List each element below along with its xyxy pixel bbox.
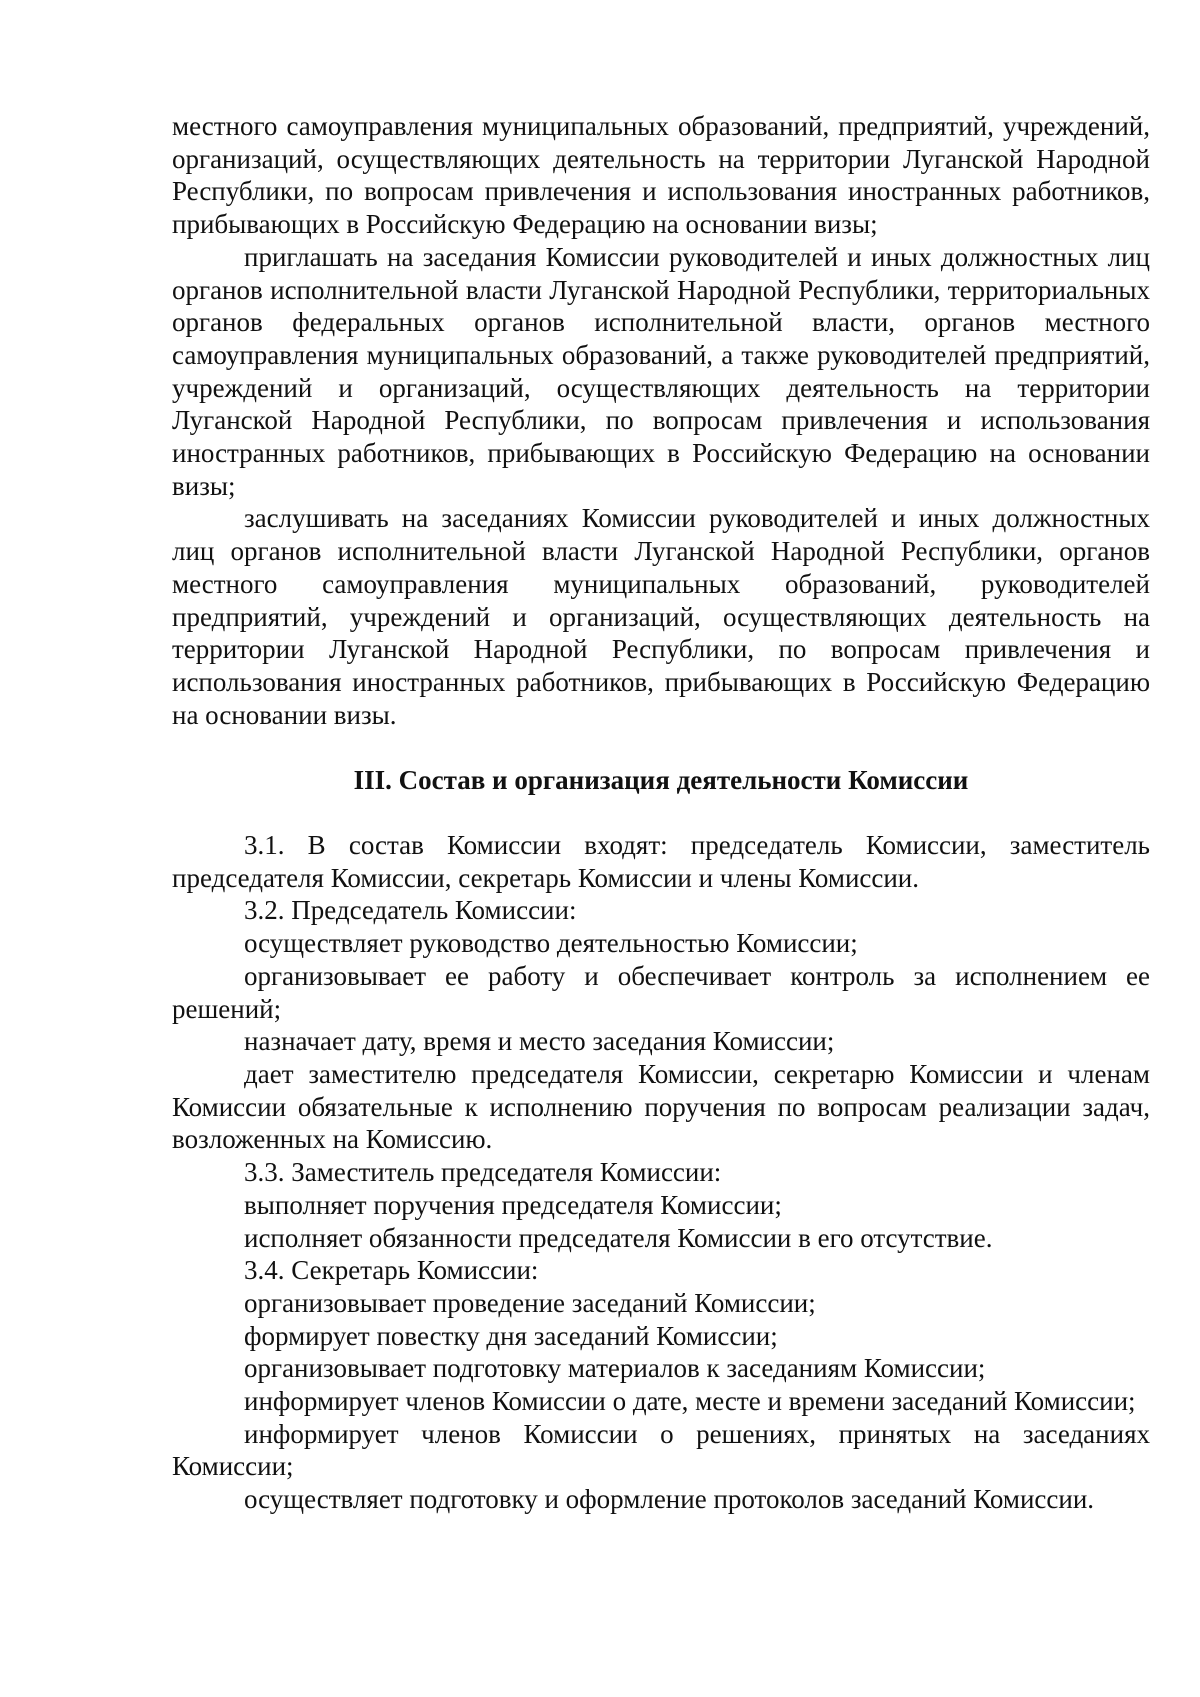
- document-body: [172, 110, 1150, 1516]
- list-item-secretary-4: информирует членов Комиссии о дате, месте и времени заседаний Комиссии;: [244, 1386, 1136, 1417]
- paragraph-hear-officials: заслушивать на заседаниях Комиссии руководителей и иных должностных лиц органов исполнительной власти Луганской Народной Республики, органов местного самоуправления муниципальных образований, руководителей предприятий, учреждений и организаций, осуществляющих деятельность на территории Луганской Народной Республики, по вопросам привлечения и использования иностранных работников, прибывающих в Российскую Федерацию на основании визы.: [172, 503, 1150, 730]
- list-item-chairman-1: осуществляет руководство деятельностью Комиссии;: [244, 928, 858, 959]
- paragraph-3-2: 3.2. Председатель Комиссии:: [244, 895, 577, 926]
- list-item-secretary-3: организовывает подготовку материалов к заседаниям Комиссии;: [244, 1353, 986, 1384]
- list-item-deputy-1: выполняет поручения председателя Комиссии;: [244, 1189, 782, 1220]
- paragraph-3-4: 3.4. Секретарь Комиссии:: [244, 1255, 539, 1286]
- list-item-chairman-2: организовывает ее работу и обеспечивает контроль за исполнением ее решений;: [172, 960, 1150, 1024]
- paragraph-3-1: 3.1. В состав Комиссии входят: председатель Комиссии, заместитель председателя Комиссии, секретарь Комиссии и члены Комиссии.: [172, 830, 1150, 893]
- list-item-chairman-4: дает заместителю председателя Комиссии, секретарю Комиссии и членам Комиссии обязательные к исполнению поручения по вопросам реализации задач, возложенных на Комиссию.: [172, 1058, 1150, 1155]
- list-item-secretary-2: формирует повестку дня заседаний Комиссии;: [244, 1320, 778, 1351]
- paragraph-3-3: 3.3. Заместитель председателя Комиссии:: [244, 1157, 722, 1188]
- list-item-chairman-3: назначает дату, время и место заседания Комиссии;: [244, 1026, 835, 1057]
- list-item-secretary-1: организовывает проведение заседаний Комиссии;: [244, 1287, 816, 1318]
- list-item-deputy-2: исполняет обязанности председателя Комиссии в его отсутствие.: [244, 1222, 993, 1253]
- list-item-secretary-6: осуществляет подготовку и оформление протоколов заседаний Комиссии.: [244, 1484, 1095, 1515]
- paragraph-invite-officials: приглашать на заседания Комиссии руководителей и иных должностных лиц органов исполнительной власти Луганской Народной Республики, территориальных органов федеральных органов исполнительной власти, органов местного самоуправления муниципальных образований, а также руководителей предприятий, учреждений и организаций, осуществляющих деятельность на территории Луганской Народной Республики, по вопросам привлечения и использования иностранных работников, прибывающих в Российскую Федерацию на основании визы;: [172, 241, 1150, 501]
- paragraph-continuation: местного самоуправления муниципальных образований, предприятий, учреждений, организаций, осуществляющих деятельность на территории Луганской Народной Республики, по вопросам привлечения и использования иностранных работников, прибывающих в Российскую Федерацию на основании визы;: [172, 111, 1150, 240]
- section-heading: III. Состав и организация деятельности Комиссии: [353, 765, 969, 796]
- list-item-secretary-5: информирует членов Комиссии о решениях, принятых на заседаниях Комиссии;: [172, 1418, 1150, 1482]
